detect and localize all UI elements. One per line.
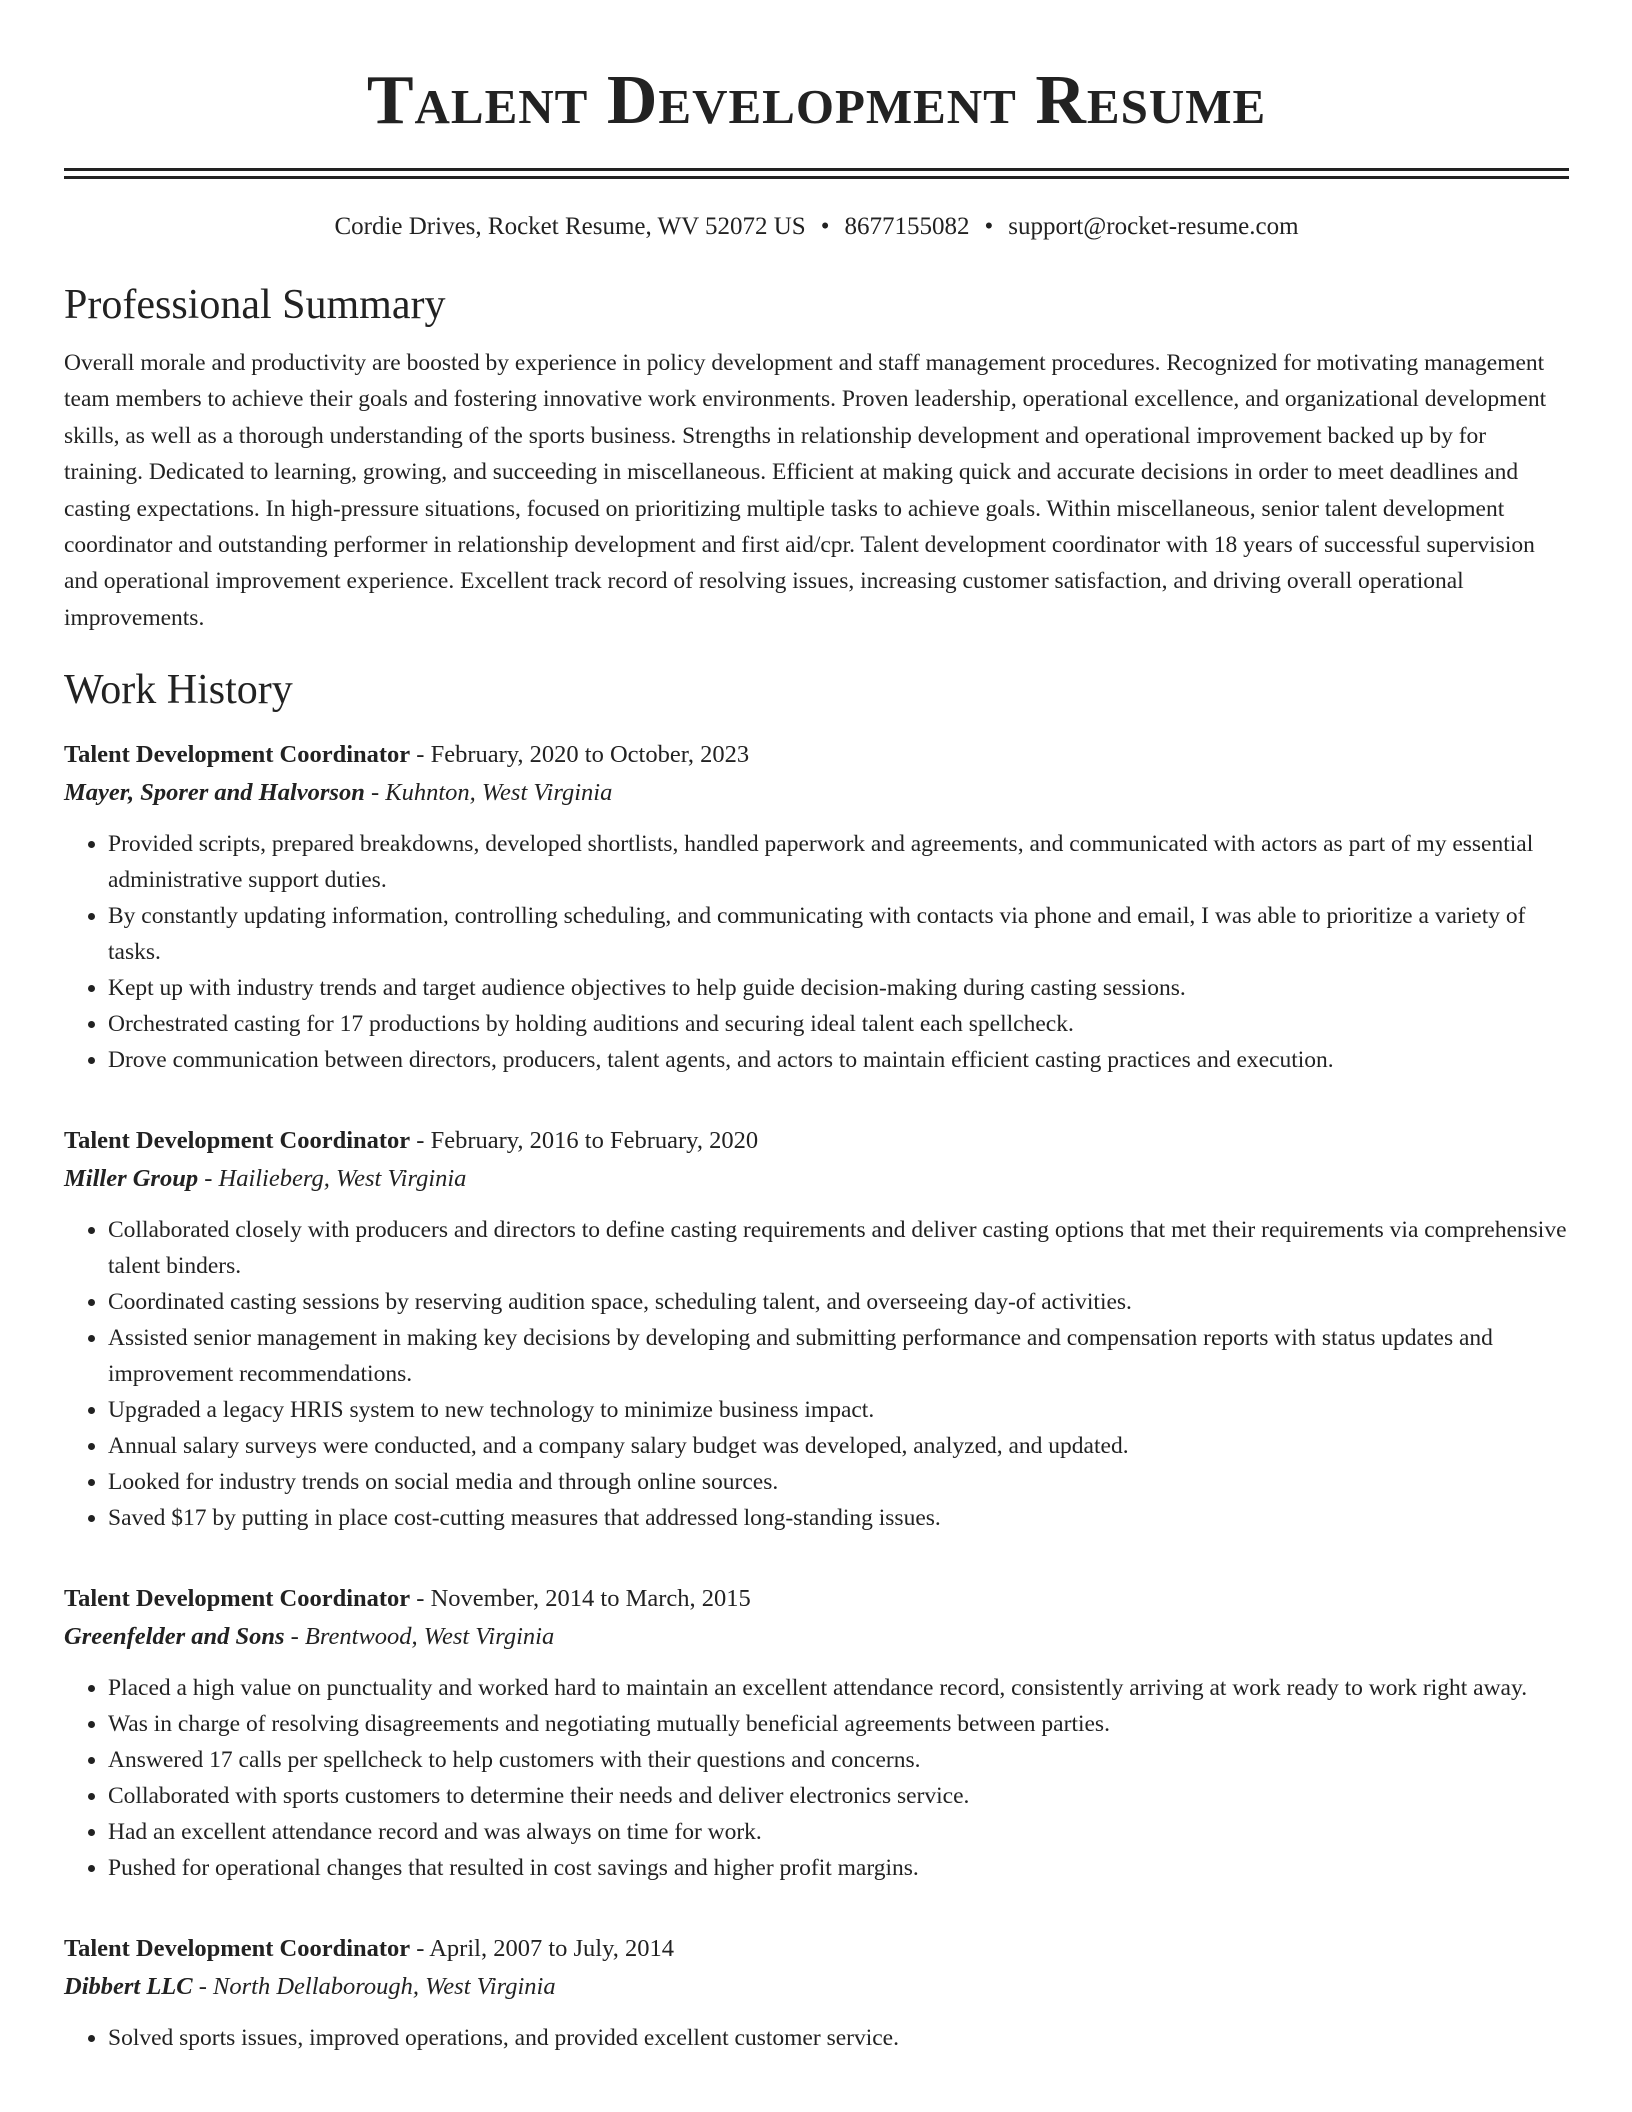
job-bullet: • Coordinated casting sessions by reserving audition space, scheduling talent, and overseeing day-of activities.: [108, 1284, 1569, 1320]
contact-phone: 8677155082: [844, 213, 970, 240]
job-bullet: • Upgraded a legacy HRIS system to new technology to minimize business impact.: [108, 1392, 1569, 1428]
job-header: [64, 1580, 1569, 1618]
job-bullet: • Was in charge of resolving disagreements and negotiating mutually beneficial agreements between parties.: [108, 1706, 1569, 1742]
job-entry: [64, 1580, 1569, 1886]
job-location: - Brentwood, West Virginia: [284, 1623, 555, 1651]
job-bullets: [64, 2020, 1569, 2056]
job-bullet: • By constantly updating information, controlling scheduling, and communicating with contacts via phone and email, I was able to prioritize a variety of tasks.: [108, 898, 1569, 970]
job-header: [64, 1122, 1569, 1160]
job-bullet: • Placed a high value on punctuality and worked hard to maintain an excellent attendance record, consistently arriving at work ready to work right away.: [108, 1670, 1569, 1706]
contact-address: Cordie Drives, Rocket Resume, WV 52072 US: [334, 213, 806, 240]
job-employer: [64, 1968, 1569, 2006]
job-bullet: • Collaborated closely with producers and directors to define casting requirements and deliver casting options that met their requirements via comprehensive talent binders.: [108, 1212, 1569, 1284]
job-bullets: [64, 826, 1569, 1078]
job-employer: [64, 1618, 1569, 1656]
contact-separator: •: [820, 213, 830, 240]
job-location: - Kuhnton, West Virginia: [364, 779, 613, 807]
job-company: Greenfelder and Sons: [64, 1623, 285, 1651]
job-employer: [64, 1160, 1569, 1198]
job-role: Talent Development Coordinator: [64, 1585, 411, 1613]
job-bullet: • Annual salary surveys were conducted, and a company salary budget was developed, analyzed, and updated.: [108, 1428, 1569, 1464]
work-history-heading: Work History: [64, 667, 293, 714]
job-company: Miller Group: [64, 1165, 199, 1193]
work-history-list: [64, 736, 1569, 2056]
job-role: Talent Development Coordinator: [64, 1127, 411, 1155]
summary-heading: Professional Summary: [64, 282, 446, 328]
contact-separator: •: [984, 213, 994, 240]
job-bullet: • Saved $17 by putting in place cost-cutting measures that addressed long-standing issues.: [108, 1500, 1569, 1536]
resume-title: Talent Development Resume: [366, 62, 1267, 139]
job-employer: [64, 774, 1569, 812]
job-bullet: • Answered 17 calls per spellcheck to help customers with their questions and concerns.: [108, 1742, 1569, 1778]
job-bullets: [64, 1670, 1569, 1886]
job-location: - North Dellaborough, West Virginia: [192, 1973, 556, 2001]
job-bullet: • Collaborated with sports customers to determine their needs and deliver electronics service.: [108, 1778, 1569, 1814]
job-role: Talent Development Coordinator: [64, 741, 411, 769]
job-bullet: • Provided scripts, prepared breakdowns, developed shortlists, handled paperwork and agreements, and communicated with actors as part of my essential administrative support duties.: [108, 826, 1569, 898]
contact-line: [64, 209, 1569, 245]
job-dates: - April, 2007 to July, 2014: [410, 1935, 675, 1963]
job-bullet: • Had an excellent attendance record and was always on time for work.: [108, 1814, 1569, 1850]
contact-email: support@rocket-resume.com: [1008, 213, 1299, 240]
job-bullet: • Kept up with industry trends and target audience objectives to help guide decision-making during casting sessions.: [108, 970, 1569, 1006]
job-header: [64, 736, 1569, 774]
job-bullets: [64, 1212, 1569, 1536]
job-bullet: • Looked for industry trends on social media and through online sources.: [108, 1464, 1569, 1500]
job-role: Talent Development Coordinator: [64, 1935, 411, 1963]
job-dates: - February, 2020 to October, 2023: [410, 741, 750, 769]
job-entry: [64, 1930, 1569, 2056]
job-company: Dibbert LLC: [64, 1973, 193, 2001]
job-dates: - November, 2014 to March, 2015: [410, 1585, 751, 1613]
summary-text: Overall morale and productivity are boosted by experience in policy development and staff management procedures. Recognized for motivating management team members to achieve their goals and fostering innovative work environments. Proven leadership, operational excellence, and organizational development skills, as well as a thorough understanding of the sports business. Strengths in relationship development and operational improvement backed up by for training. Dedicated to learning, growing, and succeeding in miscellaneous. Efficient at making quick and accurate decisions in order to meet deadlines and casting expectations. In high-pressure situations, focused on prioritizing multiple tasks to achieve goals. Within miscellaneous, senior talent development coordinator and outstanding performer in relationship development and first aid/cpr. Talent development coordinator with 18 years of successful supervision and operational improvement experience. Excellent track record of resolving issues, increasing customer satisfaction, and driving overall operational improvements.: [64, 350, 1547, 631]
job-bullet: • Solved sports issues, improved operations, and provided excellent customer service.: [108, 2020, 1569, 2056]
job-entry: [64, 1122, 1569, 1536]
title-divider: [64, 168, 1569, 179]
job-entry: [64, 736, 1569, 1078]
job-header: [64, 1930, 1569, 1968]
job-dates: - February, 2016 to February, 2020: [410, 1127, 759, 1155]
job-location: - Hailieberg, West Virginia: [198, 1165, 467, 1193]
job-bullet: • Assisted senior management in making key decisions by developing and submitting performance and compensation reports with status updates and improvement recommendations.: [108, 1320, 1569, 1392]
job-bullet: • Drove communication between directors, producers, talent agents, and actors to maintain efficient casting practices and execution.: [108, 1042, 1569, 1078]
job-bullet: • Orchestrated casting for 17 productions by holding auditions and securing ideal talent each spellcheck.: [108, 1006, 1569, 1042]
job-company: Mayer, Sporer and Halvorson: [64, 779, 365, 807]
job-bullet: • Pushed for operational changes that resulted in cost savings and higher profit margins.: [108, 1850, 1569, 1886]
